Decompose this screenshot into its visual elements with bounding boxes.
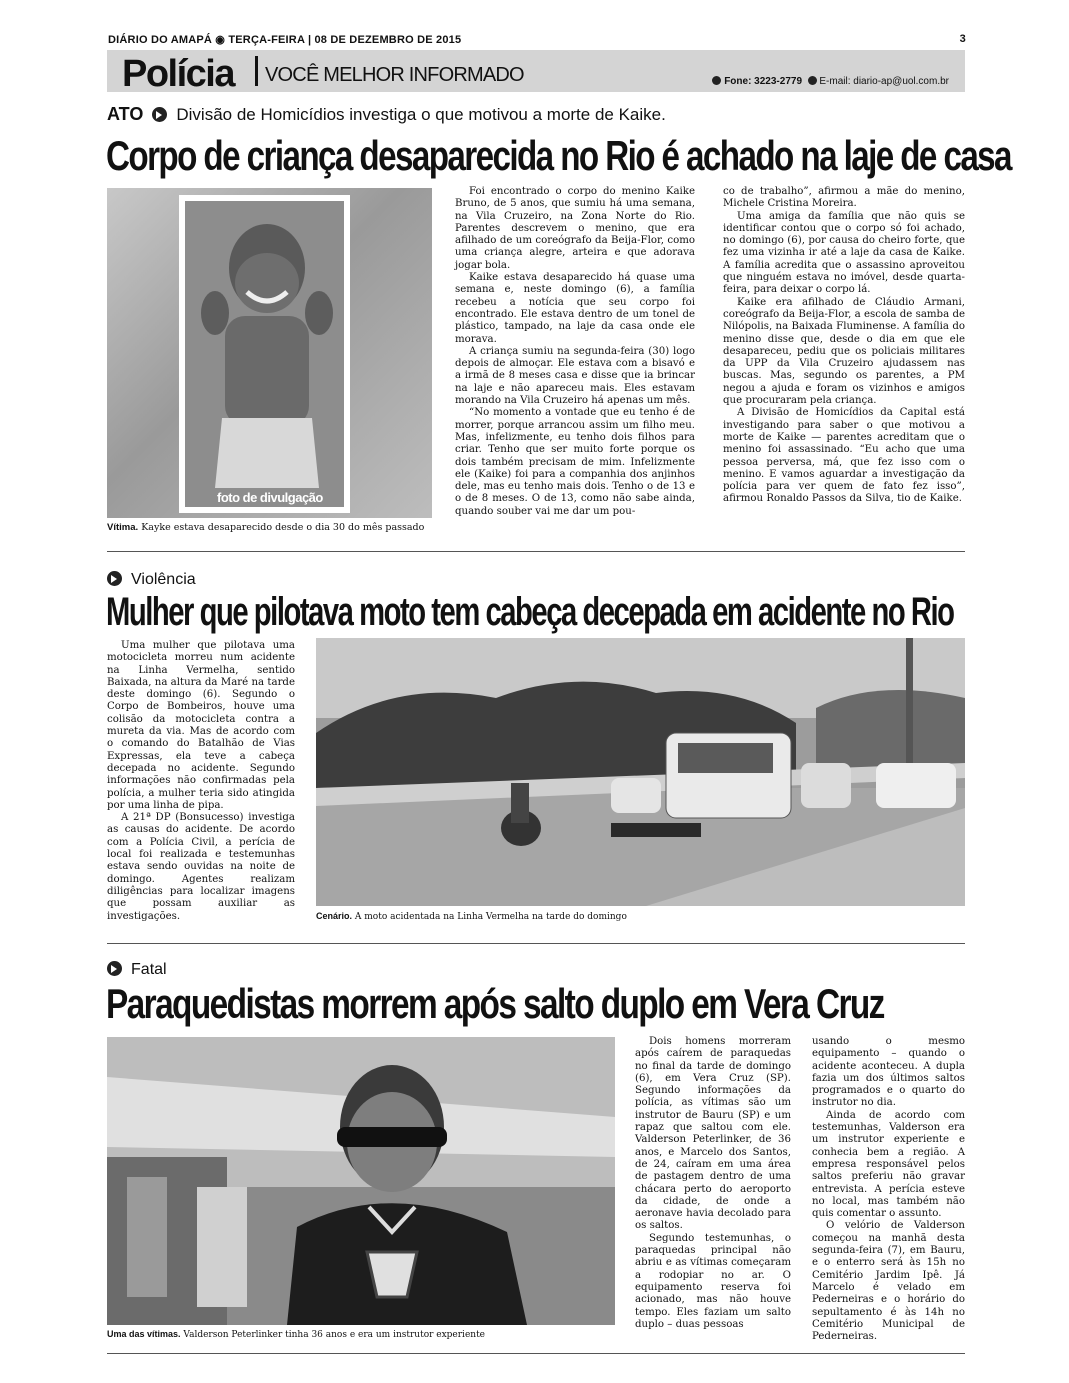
photo-credit: foto de divulgação [217,490,323,505]
paragraph: Foi encontrado o corpo do menino Kaike Bruno, de 5 anos, que sumiu há uma semana, na Vila Cruzeiro, na Zona Norte do Rio. Parentes descrevem o menino, que era afilhado de um coreógrafo da Beija-Flor, como uma criança alegre, arteira e que adorava jogar bola. [455,186,695,271]
story2-caption-label: Cenário. [316,911,353,921]
story1-caption-text: Kayke estava desaparecido desde o dia 30 do mês passado [141,522,425,533]
story2-kicker [107,568,196,589]
story1-column-2 [723,186,965,506]
section-tagline: VOCÊ MELHOR INFORMADO [265,64,524,86]
story1-headline: Corpo de criança desaparecida no Rio é achado na laje de casa [106,132,1011,179]
section-banner [107,50,965,95]
paragraph: A Divisão de Homicídios da Capital está investigando para saber o que motivou a morte de Kaike — parentes acreditam que o menino foi assassinado. “Eu acho que uma pessoa perversa, má, que fez isso com o menino. E vamos aguardar a investigação da polícia para ver quem de fato fez isso”, afirmou Ronaldo Passos da Silva, tio de Kaike. [723,407,965,505]
story3-caption-label: Uma das vítimas. [107,1329,181,1339]
arrow-bullet-icon [107,571,122,586]
paragraph: O velório de Valderson começou na manhã desta segunda-feira (7), em Bauru, e o enterro será às 15h no Cemitério Jardim Ipê. Já Marcelo é velado em Pederneiras e o horário do sepultamento é às 14h no Cemitério Municipal de Pederneiras. [812,1220,965,1343]
banner-divider [255,56,258,86]
story3-photo [107,1037,615,1325]
paragraph: Kaike era afilhado de Cláudio Armani, coreógrafo da Beija-Flor, a escola de samba de Nilópolis, na Baixada Fluminense. A família do menino disse que, desde o dia em que ele desapareceu, pediu que os policiais militares da UPP da Vila Cruzeiro ajudassem nas buscas. Mas, segundo os parentes, a PM negou a ajuda e foram os vizinhos e amigos que procuraram pela criança. [723,296,965,407]
story3-kicker-text: Fatal [131,961,167,978]
email-icon [808,76,817,85]
paragraph: usando o mesmo equipamento – quando o acidente aconteceu. A dupla fazia um dos últimos saltos programados e o quarto do instrutor no dia. [812,1036,965,1109]
paragraph: A 21ª DP (Bonsucesso) investiga as causas do acidente. De acordo com a Polícia Civil, a perícia de local foi realizada e testemunhas estava sendo ouvidas na noite de domingo. Agentes realizam diligências para localizar imagens que possam auxiliar as investigações. [107,812,295,922]
story3-column-2 [812,1036,965,1343]
running-header [108,33,966,47]
story1-kicker [107,104,666,125]
phone-icon [712,76,721,85]
highway-photo-illustration [316,638,965,906]
paragraph: Kaike estava desaparecido há quase uma semana e, neste domingo (6), a família recebeu a notícia que seu corpo foi encontrado. Ele estava dentro de um tonel de plástico, tampado, na laje da casa onde ele morava. [455,272,695,345]
story2-caption-text: A moto acidentada na Linha Vermelha na tarde do domingo [354,912,627,922]
phone-text: Fone: 3223-2779 [724,76,803,87]
page-number: 3 [959,33,966,45]
paragraph: Uma mulher que pilotava uma motocicleta morreu num acidente na Linha Vermelha, sentido Baixada, na altura da Maré na tarde deste domingo (6). Segundo o Corpo de Bombeiros, houve uma colisão da motocicleta contra a mureta da via. Mas de acordo com o comando do Batalhão de Vias Expressas, ela teve a cabeça decepada no acidente. Segundo informações não confirmadas pela polícia, a mulher teria sido atingida por uma linha de pipa. [107,640,295,811]
child-photo-illustration [107,188,432,518]
story1-column-1 [455,186,695,518]
story3-column-1 [635,1036,791,1331]
arrow-bullet-icon [107,961,122,976]
paragraph: Ainda de acordo com testemunhas, Valderson era um instrutor experiente e conhecia bem a região. A empresa responsável pelos saltos preferiu não gravar entrevista. A perícia esteve no local, mas também não quis comentar o assunto. [812,1109,965,1220]
paragraph: A criança sumiu na segunda-feira (30) logo depois de almoçar. Ele estava com a bisavó e a irmã de 8 meses casa e disse que ia brincar na laje e não apareceu mais. Eles estavam morando na Vila Cruzeiro há apenas um mês. [455,345,695,407]
story1-kicker-tag: ATO [107,104,144,124]
email-text: E-mail: diario-ap@uol.com.br [819,76,949,87]
story-divider [107,551,965,552]
paragraph: Uma amiga da família que não quis se identificar contou que o corpo só foi achado, no domingo (6), por causa do cheiro forte, que fez uma vizinha ir até a laje da casa de Kaike. A família acredita que o assassino aproveitou que ninguém estava no imóvel, desde quarta-feira, para deixar o corpo lá. [723,210,965,296]
story2-photo [316,638,965,906]
section-title: Polícia [122,53,234,95]
story3-caption-text: Valderson Peterlinker tinha 36 anos e era um instrutor experiente [183,1330,486,1340]
paragraph: “No momento a vontade que eu tenho é de morrer, porque arrancou assim um filho meu. Mas, infelizmente, eu tenho dois filhos para criar. Tenho que ser muito forte porque os dois também precisam de mim. Infelizmente ele (Kaike) foi para a companhia dos anjinhos dele, mas eu tenho mais dois. Tenho o de 13 e o de 8 meses. O de 13, como não sabe ainda, quando souber vai me dar um pou- [455,407,695,517]
paragraph: Dois homens morreram após caírem de paraquedas no final da tarde de domingo (6), em Vera Cruz (SP). Segundo informações da polícia, as vítimas são um instrutor de Bauru (SP) e um rapaz que saltou com ele. Valderson Peterlinker, de 36 anos, e Marcelo dos Santos, de 24, caíram em uma área de pastagem dentro de uma chácara perto do aeroporto da cidade, de onde a aeronave havia decolado para os saltos. [635,1036,791,1232]
arrow-bullet-icon [152,107,167,122]
story1-kicker-text: Divisão de Homicídios investiga o que motivou a morte de Kaike. [176,105,666,124]
running-header-text: DIÁRIO DO AMAPÁ ◉ TERÇA-FEIRA | 08 DE DEZEMBRO DE 2015 [108,34,462,46]
story3-headline: Paraquedistas morrem após salto duplo em Vera Cruz [106,980,884,1027]
story-divider [107,943,965,944]
victim-photo-illustration [107,1037,615,1325]
story3-kicker [107,958,167,979]
story2-headline: Mulher que pilotava moto tem cabeça decepada em acidente no Rio [106,590,954,634]
story1-photo [107,188,432,518]
story2-caption [316,911,627,922]
paragraph: co de trabalho”, afirmou a mãe do menino, Michele Cristina Moreira. [723,186,965,210]
story1-caption-label: Vítima. [107,522,139,533]
story2-kicker-text: Violência [131,571,196,588]
story2-column-1 [107,640,295,923]
story3-caption [107,1329,485,1340]
story1-caption [107,522,437,533]
paragraph: Segundo testemunhas, o paraquedas principal não abriu e as vítimas começaram a rodopiar no ar. O equipamento reserva foi acionado, mas não houve tempo. Eles faziam um salto duplo – duas pessoas [635,1232,791,1330]
contact-info [712,76,949,87]
page-bottom-rule [107,1353,965,1354]
